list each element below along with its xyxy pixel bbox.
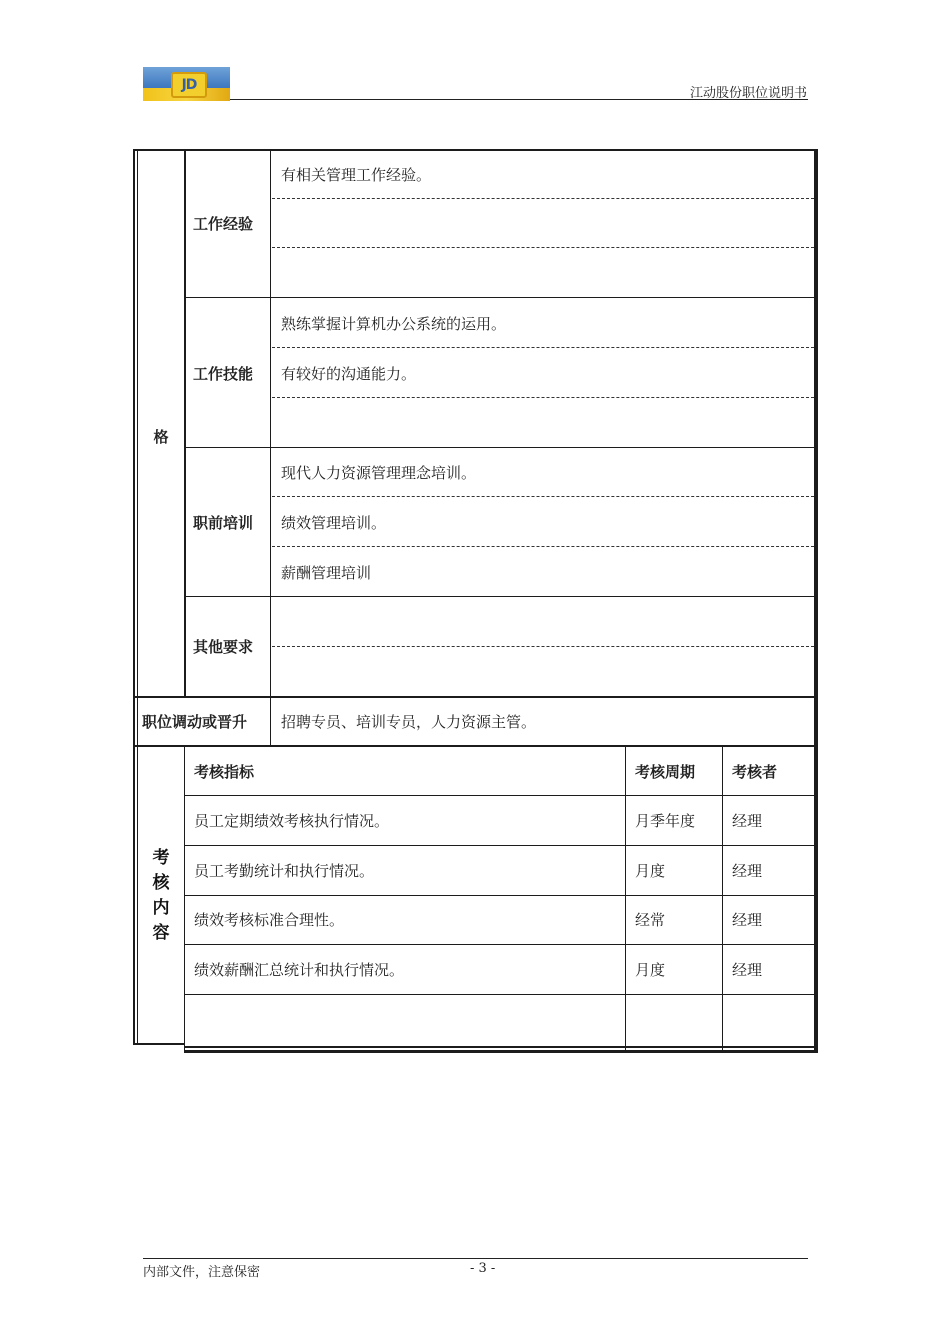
document-title: 江动股份职位说明书 — [689, 86, 807, 101]
header-indicator: 考核指标 — [194, 763, 255, 781]
logo-emblem: JD — [171, 72, 207, 98]
assessment-side-char: 考 — [152, 848, 170, 868]
section-label-training: 职前培训 — [193, 514, 254, 532]
promotion-label: 职位调动或晋升 — [142, 713, 248, 731]
table-row-assessor: 经理 — [732, 812, 763, 830]
dash-line — [272, 646, 814, 647]
side-divider — [184, 149, 186, 697]
table-bottom-border-thick — [184, 1050, 818, 1053]
header-period: 考核周期 — [635, 763, 696, 781]
assess-row-sep — [184, 994, 816, 995]
header-assessor: 考核者 — [732, 763, 778, 781]
assessment-side-char: 内 — [152, 898, 170, 918]
other-line-1 — [281, 608, 811, 638]
assessment-side-label — [138, 846, 184, 946]
table-border-top — [133, 149, 818, 151]
assess-row-sep — [184, 845, 816, 846]
training-line-3: 薪酬管理培训 — [281, 564, 372, 582]
row-sep-4 — [133, 696, 818, 698]
assessment-side-char: 核 — [152, 873, 170, 893]
assess-row-sep — [184, 895, 816, 896]
table-row-assessor: 经理 — [732, 961, 763, 979]
other-line-2 — [281, 658, 811, 688]
assess-col-divider-2 — [722, 746, 723, 1050]
table-row-indicator: 绩效考核标准合理性。 — [194, 911, 345, 929]
skills-line-2: 有较好的沟通能力。 — [281, 365, 417, 383]
table-bottom-border — [184, 1046, 818, 1048]
experience-line-1: 有相关管理工作经验。 — [281, 166, 432, 184]
dash-line — [272, 347, 814, 348]
experience-line-3 — [281, 259, 811, 289]
assess-col-divider-1 — [625, 746, 626, 1050]
table-row-indicator — [194, 1002, 614, 1038]
table-row-period: 月度 — [635, 862, 666, 880]
section-label-other: 其他要求 — [193, 638, 254, 656]
assessment-side-char: 容 — [152, 923, 170, 943]
row-sep-5 — [133, 745, 818, 747]
table-border-left — [133, 149, 135, 1045]
skills-line-1: 熟练掌握计算机办公系统的运用。 — [281, 315, 507, 333]
assess-row-sep — [184, 944, 816, 945]
dash-line — [272, 247, 814, 248]
table-row-indicator: 员工考勤统计和执行情况。 — [194, 862, 375, 880]
section-label-skills: 工作技能 — [193, 365, 254, 383]
table-row-assessor: 经理 — [732, 862, 763, 880]
row-sep-3 — [184, 596, 816, 597]
assess-row-sep — [184, 795, 816, 796]
experience-line-2 — [281, 210, 811, 240]
assess-side-divider — [184, 746, 185, 1050]
section-label-experience: 工作经验 — [193, 215, 254, 233]
table-row-period: 月度 — [635, 961, 666, 979]
dash-line — [272, 496, 814, 497]
training-line-1: 现代人力资源管理理念培训。 — [281, 464, 477, 482]
table-border-right — [814, 149, 818, 1053]
page-number: - 3 - — [470, 1261, 496, 1276]
row-sep-1 — [184, 297, 816, 298]
dash-line — [272, 198, 814, 199]
table-row-period — [635, 1002, 719, 1038]
row-sep-2 — [184, 447, 816, 448]
dash-line — [272, 546, 814, 547]
qualification-side-label: 格 — [153, 428, 169, 446]
table-row-indicator: 绩效薪酬汇总统计和执行情况。 — [194, 961, 405, 979]
footer-rule — [143, 1258, 808, 1259]
training-line-2: 绩效管理培训。 — [281, 514, 387, 532]
skills-line-3 — [281, 409, 811, 439]
table-row-assessor: 经理 — [732, 911, 763, 929]
table-row-period: 月季年度 — [635, 812, 696, 830]
dash-line — [272, 397, 814, 398]
promotion-value: 招聘专员、培训专员，人力资源主管。 — [281, 713, 537, 731]
footer-confidential-note: 内部文件，注意保密 — [143, 1265, 261, 1280]
table-row-period: 经常 — [635, 911, 666, 929]
table-row-indicator: 员工定期绩效考核执行情况。 — [194, 812, 390, 830]
side-bottom-border — [133, 1043, 185, 1045]
company-logo — [143, 67, 230, 101]
table-row-assessor — [732, 1002, 812, 1038]
